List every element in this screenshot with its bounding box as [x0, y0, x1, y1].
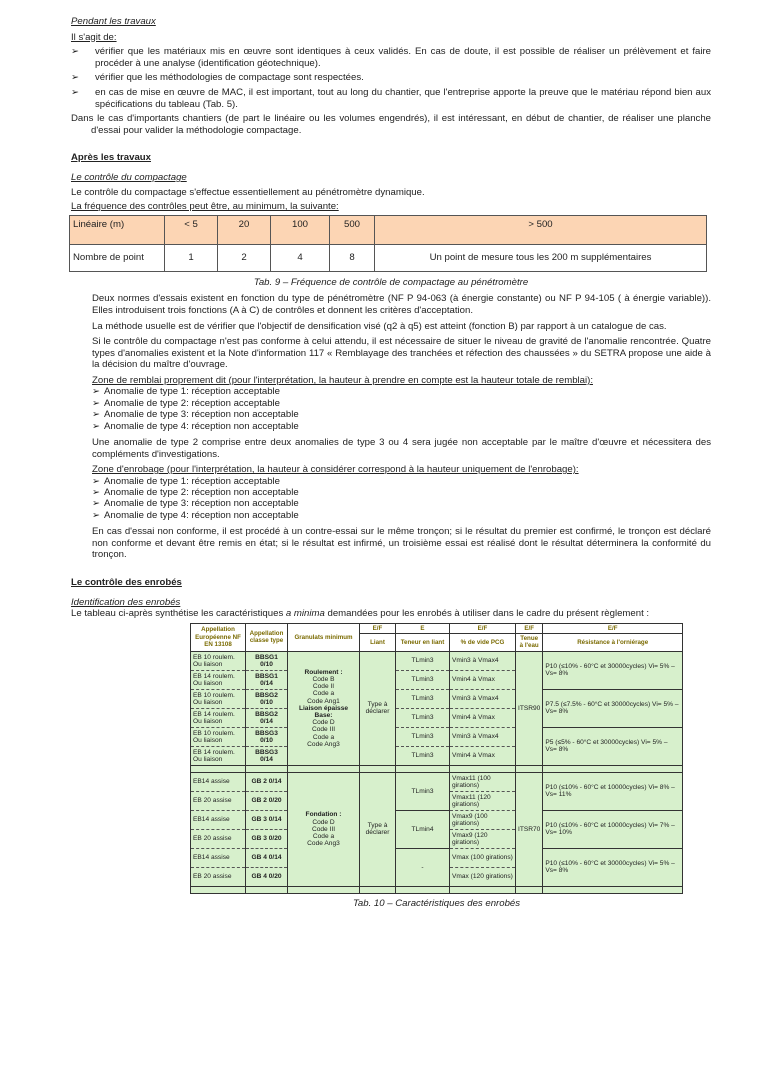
vide-cell: Vmax9 (120 girations) — [450, 829, 516, 848]
header-cell: E/F — [450, 623, 516, 633]
classe-cell: BBSG2 0/14 — [246, 708, 288, 727]
teneur-cell: TLmin3 — [396, 772, 450, 810]
header-cell: Linéaire (m) — [70, 215, 165, 244]
list-item — [92, 498, 711, 509]
table-cell: 8 — [330, 244, 375, 271]
code-line: Code a — [312, 832, 335, 840]
classe-cell: GB 3 0/14 — [246, 810, 288, 829]
list-item — [71, 87, 711, 110]
teneur-cell: TLmin3 — [396, 727, 450, 746]
granulats-label: Roulement : — [304, 668, 343, 676]
appellation-cell: EB 20 assise — [191, 829, 246, 848]
table-cell: Un point de mesure tous les 200 m supplémentaires — [375, 244, 707, 271]
teneur-cell: - — [396, 848, 450, 886]
enrobes-caption: Tab. 10 – Caractéristiques des enrobés — [352, 897, 521, 909]
classe-cell: GB 2 0/14 — [246, 772, 288, 791]
header-cell: 100 — [271, 215, 330, 244]
intro-text: Le tableau ci-après synthétise les caractéristiques — [71, 608, 286, 620]
bullet-text: vérifier que les méthodologies de compactage sont respectées. — [95, 72, 364, 84]
table-row — [191, 651, 683, 670]
classe-cell: GB 3 0/20 — [246, 829, 288, 848]
header-cell: Appellation classe type — [246, 623, 288, 651]
vide-cell: Vmax (120 girations) — [450, 867, 516, 886]
arrow-bullet-icon: ➢ — [92, 397, 101, 409]
list-item — [92, 510, 711, 521]
teneur-cell: TLmin3 — [396, 670, 450, 689]
code-line: Code Ang3 — [307, 740, 340, 748]
header-cell: E/F — [516, 623, 543, 633]
vide-cell: Vmin3 à Vmax4 — [450, 651, 516, 670]
paragraph-type2: Une anomalie de type 2 comprise entre deux anomalies de type 3 ou 4 sera jugée non acceptable par le maître d'œuvre et nécessitera des compléments d'investigations. — [92, 436, 711, 460]
appellation-cell: EB 10 roulem. Ou liaison — [191, 651, 246, 670]
granulats-fondation-cell — [288, 772, 360, 886]
code-line: Code D — [312, 818, 335, 826]
appellation-cell: EB 10 roulem. Ou liaison — [191, 689, 246, 708]
table-row — [191, 810, 683, 829]
classe-cell: BBSG1 0/14 — [246, 670, 288, 689]
liant-cell: Type à déclarer — [360, 651, 396, 765]
enrobes-table — [190, 623, 683, 894]
zone-remblai-list — [92, 375, 711, 432]
orniere-cell: P10 (≤10% - 60°C et 10000cycles) Vi= 8% – Vs= 11% — [543, 772, 683, 810]
paragraph-methode: La méthode usuelle est de vérifier que l'objectif de densification visé (q2 à q5) est atteint (fonction B) par rapport à un catalogue de cas. — [92, 320, 667, 332]
list-item-text: Anomalie de type 2: réception acceptable — [104, 397, 280, 409]
document-page — [71, 16, 711, 909]
arrow-bullet-icon: ➢ — [92, 486, 101, 498]
table-header-row — [191, 623, 683, 633]
list-item-text: Anomalie de type 4: réception non acceptable — [104, 509, 299, 521]
orniere-cell: P10 (≤10% - 60°C et 30000cycles) Vi= 5% – Vs= 8% — [543, 848, 683, 886]
list-item-text: Anomalie de type 4: réception non acceptable — [104, 420, 299, 432]
header-cell: < 5 — [165, 215, 218, 244]
classe-cell: BBSG3 0/14 — [246, 746, 288, 765]
zone-enrobage-list — [92, 464, 711, 521]
teneur-cell: TLmin3 — [396, 708, 450, 727]
section-pendant-title: Pendant les travaux — [71, 16, 156, 27]
classe-cell: BBSG3 0/10 — [246, 727, 288, 746]
list-item-text: Anomalie de type 1: réception acceptable — [104, 475, 280, 487]
table-cell: Nombre de point — [70, 244, 165, 271]
appellation-cell: EB 14 roulem. Ou liaison — [191, 670, 246, 689]
table-cell: 2 — [218, 244, 271, 271]
list-item — [71, 72, 711, 84]
tenue-eau-cell: ITSR90 — [516, 651, 543, 765]
arrow-bullet-icon: ➢ — [71, 86, 80, 98]
code-line: Code III — [311, 825, 336, 833]
code-line: Code Ang1 — [307, 697, 340, 705]
freq-intro: La fréquence des contrôles peut être, au minimum, la suivante: — [71, 201, 339, 213]
appellation-cell: EB14 assise — [191, 848, 246, 867]
vide-cell: Vmin3 à Vmax4 — [450, 727, 516, 746]
table-row — [191, 689, 683, 708]
header-cell: Teneur en liant — [396, 633, 450, 651]
table-cell: 1 — [165, 244, 218, 271]
vide-cell: Vmin4 à Vmax — [450, 746, 516, 765]
appellation-cell: EB14 assise — [191, 810, 246, 829]
table-row — [191, 772, 683, 791]
enrobes-subtitle: Identification des enrobés — [71, 596, 181, 608]
zone-enrobage-title: Zone d'enrobage (pour l'interprétation, la hauteur à considérer correspond à la hauteur uniquement de l'enrobage): — [92, 464, 579, 476]
list-item-text: Anomalie de type 3: réception non acceptable — [104, 498, 299, 510]
teneur-cell: TLmin3 — [396, 746, 450, 765]
classe-cell: GB 2 0/20 — [246, 791, 288, 810]
vide-cell: Vmax11 (120 girations) — [450, 791, 516, 810]
orniere-cell: P7.5 (≤7.5% - 60°C et 30000cycles) Vi= 5% – Vs= 8% — [543, 689, 683, 727]
orniere-cell: P10 (≤10% - 60°C et 30000cycles) Vi= 5% – Vs= 8% — [543, 651, 683, 689]
classe-cell: BBSG2 0/10 — [246, 689, 288, 708]
spacer-row — [191, 765, 683, 772]
enrobes-intro — [71, 608, 711, 620]
header-cell: Liant — [360, 633, 396, 651]
frequency-table — [69, 215, 707, 272]
granulats-label: Fondation : — [305, 811, 342, 819]
code-line: Code a — [312, 690, 335, 698]
header-cell: Granulats minimum — [288, 623, 360, 651]
vide-cell: Vmax9 (100 girations) — [450, 810, 516, 829]
arrow-bullet-icon: ➢ — [92, 409, 101, 421]
vide-cell: Vmin3 à Vmax4 — [450, 689, 516, 708]
arrow-bullet-icon: ➢ — [92, 498, 101, 510]
appellation-cell: EB 20 assise — [191, 791, 246, 810]
pendant-paragraph: Dans le cas d'importants chantiers (de part le linéaire ou les volumes engendrés), il est intéressant, en début de chantier, de réaliser une planche d'essai pour valider la méthodologie compactage. — [71, 113, 711, 136]
header-cell: Appellation Européenne NF EN 13108 — [191, 623, 246, 651]
list-item — [92, 398, 711, 409]
teneur-cell: TLmin3 — [396, 651, 450, 670]
granulats-label: Base: — [314, 711, 333, 719]
paragraph-normes: Deux normes d'essais existent en fonction du type de pénétromètre (NF P 94-063 (à énergie constante) ou NF P 94-105 ( à énergie variable)). Elles introduisent trois fonctions (A à C) de contrôles et donnent les critères d'acceptation. — [92, 293, 711, 316]
list-item-text: Anomalie de type 2: réception non acceptable — [104, 486, 299, 498]
header-cell: E/F — [543, 623, 683, 633]
appellation-cell: EB 14 roulem. Ou liaison — [191, 708, 246, 727]
bullet-text: en cas de mise en œuvre de MAC, il est important, tout au long du chantier, que l'entreprise apporte la preuve que le matériau répond bien aux spécifications du tableau (Tab. 5). — [95, 86, 711, 110]
code-line: Code B — [312, 675, 335, 683]
code-line: Code Ang3 — [307, 840, 340, 848]
appellation-cell: EB 20 assise — [191, 867, 246, 886]
list-item — [92, 409, 711, 420]
header-cell: E — [396, 623, 450, 633]
intro-emphasis: a minima — [285, 608, 325, 620]
appellation-cell: EB 14 roulem. Ou liaison — [191, 746, 246, 765]
arrow-bullet-icon: ➢ — [92, 386, 101, 398]
bullet-text: vérifier que les matériaux mis en œuvre sont identiques à ceux validés. En cas de doute, il est possible de réaliser un prélèvement et faire procéder à une analyse (identification géotechnique). — [95, 46, 711, 69]
vide-cell: Vmax (100 girations) — [450, 848, 516, 867]
paragraph-anomalies: Si le contrôle du compactage n'est pas conforme à celui attendu, il est nécessaire de situer le niveau de gravité de l'anomalie rencontrée. Quatre types d'anomalies existent et la Note d'information 117 « Remblayage des tranchées et réfection des chaussées » du SETRA propose une aide à la décision du maître d'ouvrage. — [92, 336, 711, 371]
arrow-bullet-icon: ➢ — [92, 420, 101, 432]
compactage-subtitle: Le contrôle du compactage — [71, 171, 187, 183]
compactage-text: Le contrôle du compactage s'effectue essentiellement au pénétromètre dynamique. — [71, 186, 425, 198]
granulats-roulement-cell — [288, 651, 360, 765]
table-header-row — [70, 215, 707, 244]
list-item — [92, 421, 711, 432]
section-enrobes-title: Le contrôle des enrobés — [71, 576, 182, 588]
table-row — [191, 848, 683, 867]
header-cell: Tenue à l'eau — [516, 633, 543, 651]
liant-cell: Type à déclarer — [360, 772, 396, 886]
orniere-cell: P10 (≤10% - 60°C et 10000cycles) Vi= 7% – Vs= 10% — [543, 810, 683, 848]
code-line: Code D — [312, 719, 335, 727]
header-cell: Résistance à l'orniérage — [543, 633, 683, 651]
spacer-row — [191, 886, 683, 893]
header-cell: 500 — [330, 215, 375, 244]
list-item — [92, 476, 711, 487]
vide-cell: Vmin4 à Vmax — [450, 670, 516, 689]
code-line: Code III — [311, 726, 336, 734]
zone-remblai-title: Zone de remblai proprement dit (pour l'interprétation, la hauteur à prendre en compte est la hauteur totale de remblai): — [92, 374, 593, 386]
teneur-cell: TLmin3 — [396, 689, 450, 708]
tenue-eau-cell: ITSR70 — [516, 772, 543, 886]
intro-text: demandées pour les enrobés à utiliser dans le cadre du présent règlement : — [324, 608, 650, 620]
table-row — [191, 727, 683, 746]
classe-cell: GB 4 0/14 — [246, 848, 288, 867]
arrow-bullet-icon: ➢ — [92, 475, 101, 487]
header-cell: > 500 — [375, 215, 707, 244]
enrobes-table-wrap — [190, 623, 683, 910]
list-item-text: Anomalie de type 1: réception acceptable — [104, 386, 280, 398]
arrow-bullet-icon: ➢ — [92, 509, 101, 521]
vide-cell: Vmax11 (100 girations) — [450, 772, 516, 791]
classe-cell: BBSG1 0/10 — [246, 651, 288, 670]
appellation-cell: EB 10 roulem. Ou liaison — [191, 727, 246, 746]
section-apres-title: Après les travaux — [71, 152, 151, 164]
table-cell: 4 — [271, 244, 330, 271]
code-line: Code II — [312, 683, 335, 691]
table-row — [70, 244, 707, 271]
arrow-bullet-icon: ➢ — [71, 72, 80, 84]
list-item — [71, 46, 711, 69]
teneur-cell: TLmin4 — [396, 810, 450, 848]
list-item-text: Anomalie de type 3: réception non acceptable — [104, 409, 299, 421]
pendant-intro: Il s'agit de: — [71, 31, 117, 43]
orniere-cell: P5 (≤5% - 60°C et 30000cycles) Vi= 5% – Vs= 8% — [543, 727, 683, 765]
list-item — [92, 386, 711, 397]
header-cell: 20 — [218, 215, 271, 244]
granulats-label: Liaison épaisse — [298, 704, 349, 712]
vide-cell: Vmin4 à Vmax — [450, 708, 516, 727]
header-cell: E/F — [360, 623, 396, 633]
header-cell: % de vide PCG — [450, 633, 516, 651]
code-line: Code a — [312, 733, 335, 741]
classe-cell: GB 4 0/20 — [246, 867, 288, 886]
appellation-cell: EB14 assise — [191, 772, 246, 791]
paragraph-contre-essai: En cas d'essai non conforme, il est procédé à un contre-essai sur le même tronçon; si le résultat du premier est confirmé, le tronçon est déclaré non conforme et devant être remis en état; si le résultat est infirmé, un troisième essai est réalisé dont le résultat déterminera la conformité du tronçon. — [92, 526, 711, 561]
freq-caption: Tab. 9 – Fréquence de contrôle de compactage au pénétromètre — [253, 276, 529, 288]
list-item — [92, 487, 711, 498]
arrow-bullet-icon: ➢ — [71, 46, 80, 58]
